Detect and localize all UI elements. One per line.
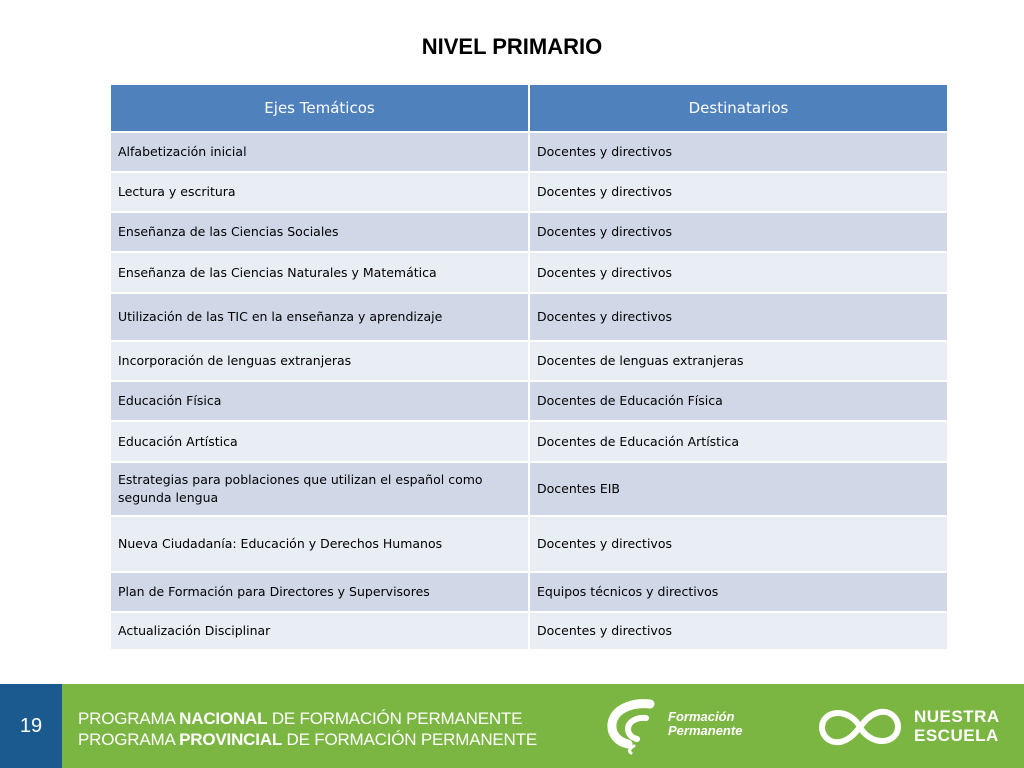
cell-topic: Educación Física [110,381,529,421]
table-row [110,212,948,252]
slide-title: NIVEL PRIMARIO [421,34,603,59]
program-line2-prefix: PROGRAMA [78,730,180,749]
page-number: 19 [0,684,62,768]
program-line-provincial [78,729,537,750]
cell-audience: Docentes y directivos [529,612,948,650]
logo2-line2: ESCUELA [914,726,999,745]
table-row [110,293,948,341]
cell-topic: Lectura y escritura [110,172,529,212]
cell-topic: Plan de Formación para Directores y Supervisores [110,572,529,612]
logo2-line1: NUESTRA [914,707,1000,726]
table-row [110,132,948,172]
cell-topic: Incorporación de lenguas extranjeras [110,341,529,381]
cell-topic: Nueva Ciudadanía: Educación y Derechos Humanos [110,516,529,572]
cell-topic: Actualización Disciplinar [110,612,529,650]
cell-audience: Docentes y directivos [529,172,948,212]
program-text [78,708,537,750]
table-row [110,572,948,612]
table-row [110,516,948,572]
logo1-line1: Formación [668,709,735,724]
footer-bar [0,684,1024,768]
cell-topic: Enseñanza de las Ciencias Sociales [110,212,529,252]
nuestra-escuela-logo [812,698,1012,756]
cell-topic: Enseñanza de las Ciencias Naturales y Matemática [110,252,529,293]
program-line2-suffix: DE FORMACIÓN PERMANENTE [282,730,537,749]
header-destinatarios: Destinatarios [529,84,948,132]
topics-table [109,83,949,651]
program-line1-suffix: DE FORMACIÓN PERMANENTE [267,709,523,728]
cell-audience: Docentes de Educación Artística [529,421,948,462]
header-ejes-tematicos: Ejes Temáticos [110,84,529,132]
table-row [110,252,948,293]
cell-topic: Alfabetización inicial [110,132,529,172]
formacion-permanente-text [668,710,742,738]
cell-audience: Docentes y directivos [529,132,948,172]
nuestra-escuela-text [914,707,1000,745]
table-row [110,462,948,516]
cell-audience: Docentes EIB [529,462,948,516]
infinity-logo-icon [812,698,908,756]
cell-topic: Educación Artística [110,421,529,462]
program-line-nacional [78,708,537,729]
formacion-permanente-logo-icon [606,698,666,756]
program-line2-bold: PROVINCIAL [179,730,283,749]
table-row [110,341,948,381]
program-line1-bold: NACIONAL [179,709,268,728]
cell-audience: Docentes y directivos [529,252,948,293]
cell-audience: Docentes de Educación Física [529,381,948,421]
cell-audience: Docentes de lenguas extranjeras [529,341,948,381]
cell-audience: Docentes y directivos [529,516,948,572]
cell-audience: Docentes y directivos [529,293,948,341]
cell-audience: Docentes y directivos [529,212,948,252]
table-row [110,421,948,462]
table-header-row [110,84,948,132]
table-row [110,172,948,212]
formacion-permanente-logo [606,698,766,756]
table-row [110,381,948,421]
cell-audience: Equipos técnicos y directivos [529,572,948,612]
cell-topic: Utilización de las TIC en la enseñanza y aprendizaje [110,293,529,341]
logo1-line2: Permanente [668,723,743,738]
program-line1-prefix: PROGRAMA [78,709,180,728]
cell-topic: Estrategias para poblaciones que utilizan el español como segunda lengua [110,462,529,516]
table-row [110,612,948,650]
